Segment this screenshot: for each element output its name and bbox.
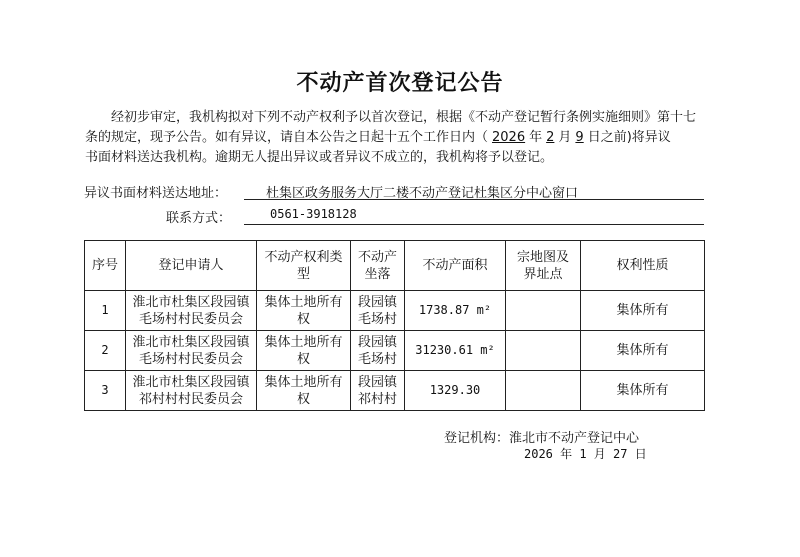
registration-table [84, 240, 705, 411]
cell-location: 段园镇 祁村村 [351, 371, 405, 411]
cell-right-type: 集体土地所有 权 [257, 331, 351, 371]
registration-authority: 登记机构：淮北市不动产登记中心 [444, 431, 640, 446]
deadline-month: 2 [546, 130, 555, 145]
cell-right-nature: 集体所有 [581, 331, 705, 371]
deadline-year-label: 年 [529, 130, 543, 145]
objection-address-value: 杜集区政务服务大厅二楼不动产登记杜集区分中心窗口 [266, 186, 579, 201]
cell-location: 段园镇 毛场村 [351, 331, 405, 371]
cell-parcel-map [506, 331, 581, 371]
header-right-nature: 权利性质 [581, 241, 705, 291]
cell-applicant: 淮北市杜集区段园镇 祁村村村民委员会 [126, 371, 257, 411]
notice-line-2-start: 条的规定，现予公告。如有异议，请自本公告之日起十五个工作日内（ [85, 130, 489, 145]
deadline-day: 9 [575, 130, 584, 145]
header-applicant: 登记申请人 [126, 241, 257, 291]
contact-line [244, 207, 704, 225]
cell-no: 1 [85, 291, 126, 331]
notice-date: 2026 年 1 月 27 日 [524, 447, 647, 461]
cell-applicant: 淮北市杜集区段园镇 毛场村村民委员会 [126, 331, 257, 371]
table-row [85, 291, 705, 331]
cell-right-nature: 集体所有 [581, 371, 705, 411]
contact-value: 0561-3918128 [270, 207, 357, 221]
cell-parcel-map [506, 371, 581, 411]
notice-line-2-end: 日之前)将异议 [587, 130, 671, 145]
table-row [85, 331, 705, 371]
table-row [85, 371, 705, 411]
header-parcel-map: 宗地图及 界址点 [506, 241, 581, 291]
cell-right-type: 集体土地所有 权 [257, 371, 351, 411]
notice-line-2 [85, 128, 775, 148]
cell-right-nature: 集体所有 [581, 291, 705, 331]
objection-address-label: 异议书面材料送达地址： [84, 186, 228, 201]
table-header-row [85, 241, 705, 291]
cell-location: 段园镇 毛场村 [351, 291, 405, 331]
cell-no: 2 [85, 331, 126, 371]
cell-area: 31230.61 m² [405, 331, 506, 371]
cell-right-type: 集体土地所有 权 [257, 291, 351, 331]
notice-paragraph [85, 108, 775, 168]
cell-area: 1738.87 m² [405, 291, 506, 331]
notice-line-1: 经初步审定，我机构拟对下列不动产权利予以首次登记，根据《不动产登记暂行条例实施细则》第十七 [111, 110, 697, 125]
deadline-month-label: 月 [558, 130, 572, 145]
header-right-type: 不动产权利类 型 [257, 241, 351, 291]
notice-line-3: 书面材料送达我机构。逾期无人提出异议或者异议不成立的，我机构将予以登记。 [85, 150, 554, 165]
contact-field [84, 207, 704, 226]
cell-applicant: 淮北市杜集区段园镇 毛场村村民委员会 [126, 291, 257, 331]
deadline-year: 2026 [492, 130, 526, 145]
page-title: 不动产首次登记公告 [296, 71, 504, 96]
objection-address-line [244, 182, 704, 200]
contact-label: 联系方式： [166, 211, 232, 226]
objection-address-field [84, 182, 704, 201]
cell-area: 1329.30 [405, 371, 506, 411]
cell-parcel-map [506, 291, 581, 331]
cell-no: 3 [85, 371, 126, 411]
header-no: 序号 [85, 241, 126, 291]
header-area: 不动产面积 [405, 241, 506, 291]
header-location: 不动产 坐落 [351, 241, 405, 291]
